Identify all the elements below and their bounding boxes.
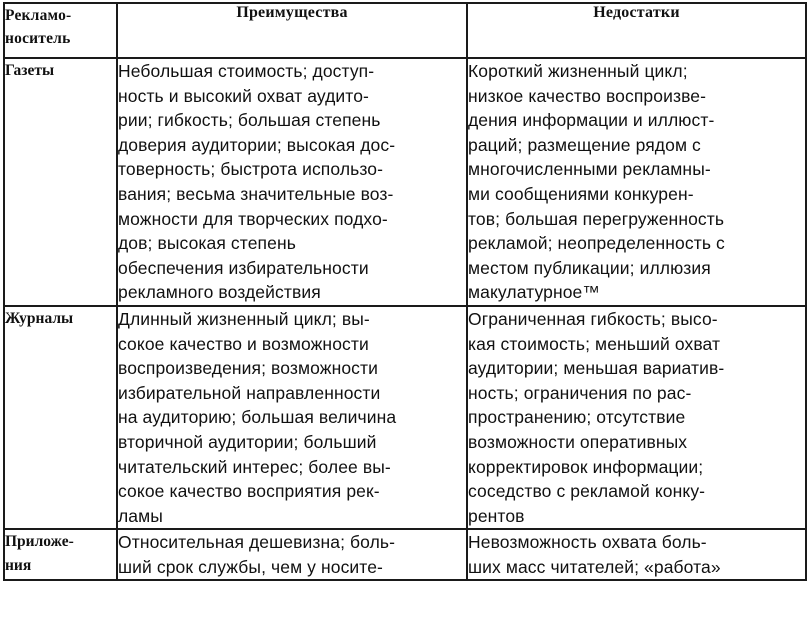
media-name: Журналы xyxy=(4,306,117,529)
text-line: Короткий жизненный цикл; xyxy=(468,61,688,81)
text-line: дения информации и иллюст- xyxy=(468,110,715,131)
text-line: сокое качество восприятия рек- xyxy=(118,481,380,502)
media-name xyxy=(4,529,117,580)
text-line: рии; гибкость; большая степень xyxy=(118,110,381,131)
header-media-line: носитель xyxy=(5,30,71,47)
text-line: Ограниченная гибкость; высо- xyxy=(468,308,718,329)
text-line: вторичной аудитории; больший xyxy=(118,431,377,452)
advertising-media-table xyxy=(3,2,807,581)
advantages-cell xyxy=(117,529,467,580)
text-line: раций; размещение рядом с xyxy=(468,134,701,155)
table-header-row xyxy=(4,3,806,58)
text-line: ность; ограничения по рас- xyxy=(468,382,692,403)
disadvantages-cell xyxy=(467,529,806,580)
header-media xyxy=(4,3,117,58)
text-line: на аудиторию; большая величина xyxy=(118,407,397,428)
text-line: соседство с рекламой конку- xyxy=(468,481,706,502)
text-line: воспроизведения; возможности xyxy=(118,358,379,379)
text-line: ность и высокий охват аудито- xyxy=(118,85,369,106)
table-row xyxy=(4,306,806,529)
text-line: корректировок информации; xyxy=(468,456,704,477)
header-advantages: Преимущества xyxy=(117,3,467,58)
text-line: тов; большая перегруженность xyxy=(468,208,725,229)
text-line: ших масс читателей; «работа» xyxy=(468,556,721,577)
disadvantages-cell xyxy=(467,58,806,306)
disadvantages-cell xyxy=(467,306,806,529)
text-line: читательский интерес; более вы- xyxy=(118,456,391,477)
text-line: пространению; отсутствие xyxy=(468,407,686,428)
text-line: ламы xyxy=(118,505,163,526)
text-line: Относительная дешевизна; боль- xyxy=(118,532,396,553)
text-line: многочисленными рекламны- xyxy=(468,159,711,180)
text-line: Небольшая стоимость; доступ- xyxy=(118,61,375,81)
header-disadvantages: Недостатки xyxy=(467,3,806,58)
table-row xyxy=(4,529,806,580)
text-line: Невозможность охвата боль- xyxy=(468,532,707,553)
text-line: Длинный жизненный цикл; вы- xyxy=(118,308,370,329)
text-line: низкое качество воспроизве- xyxy=(468,85,707,106)
text-line: ми сообщениями конкурен- xyxy=(468,183,694,204)
advantages-cell xyxy=(117,58,467,306)
media-name: Газеты xyxy=(4,58,117,306)
text-line: избирательной направленности xyxy=(118,382,381,403)
text-line: обеспечения избирательности xyxy=(118,257,369,278)
advantages-cell xyxy=(117,306,467,529)
text-line: доверия аудитории; высокая дос- xyxy=(118,134,396,155)
text-line: товерность; быстрота использо- xyxy=(118,159,384,180)
text-line: вания; весьма значительные воз- xyxy=(118,183,394,204)
text-line: возможности оперативных xyxy=(468,431,688,452)
text-line: рентов xyxy=(468,505,525,526)
text-line: кая стоимость; меньший охват xyxy=(468,333,721,354)
text-line: местом публикации; иллюзия xyxy=(468,257,711,278)
text-line: рекламного воздействия xyxy=(118,282,321,303)
header-media-line: Рекламо- xyxy=(5,7,72,24)
media-name-line: ния xyxy=(5,557,32,575)
text-line: аудитории; меньшая вариатив- xyxy=(468,358,725,379)
table-row xyxy=(4,58,806,306)
text-line: можности для творческих подхо- xyxy=(118,208,388,229)
text-line: дов; высокая степень xyxy=(118,233,296,254)
text-line: макулатурное™ xyxy=(468,282,600,303)
media-name-line: Приложе- xyxy=(5,533,74,551)
text-line: сокое качество и возможности xyxy=(118,333,369,354)
text-line: ший срок службы, чем у носите- xyxy=(118,556,383,577)
text-line: рекламой; неопределенность с xyxy=(468,233,725,254)
